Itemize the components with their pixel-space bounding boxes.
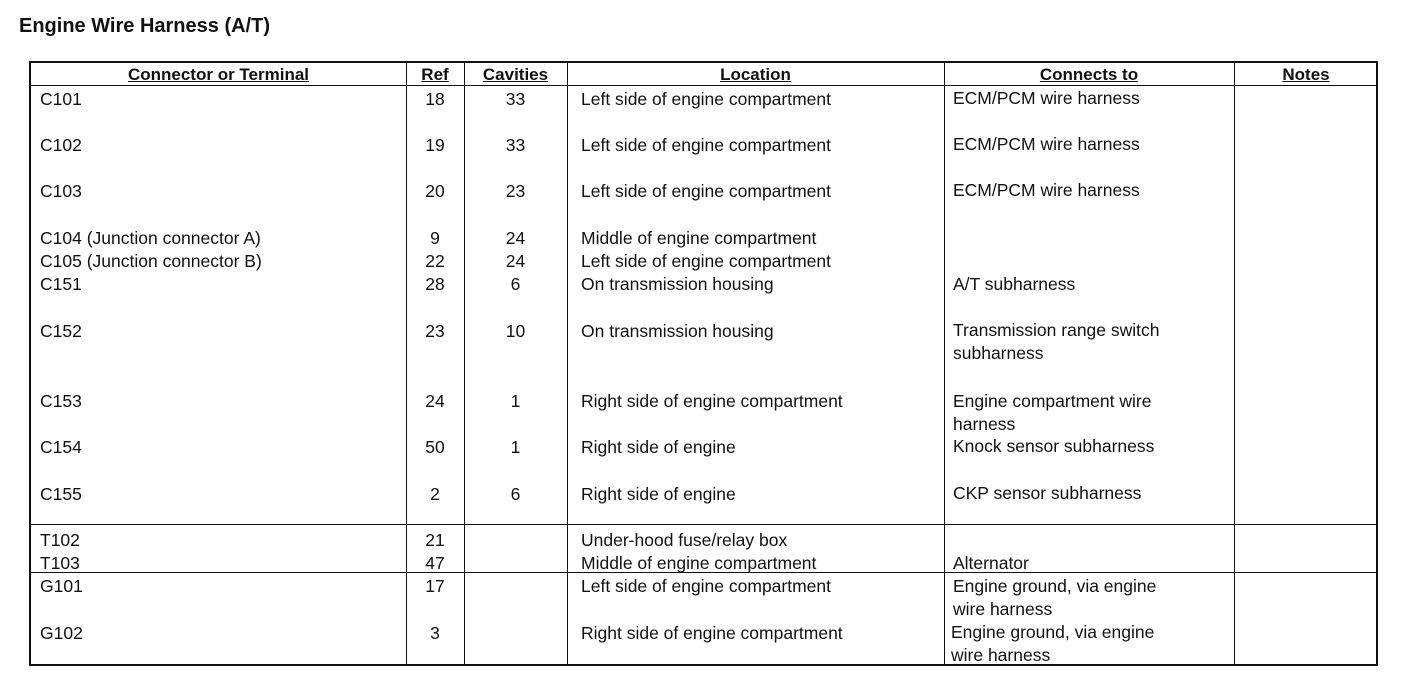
column-divider: [944, 63, 945, 664]
location-cell: Left side of engine compartment: [581, 89, 832, 109]
cavities-cell: 24: [505, 228, 526, 248]
connector-cell: C102: [40, 135, 82, 155]
connects-to-cell: CKP sensor subharness: [953, 483, 1142, 503]
location-cell: Left side of engine compartment: [581, 181, 832, 201]
ref-cell: 23: [425, 321, 445, 341]
cavities-cell: 24: [505, 251, 526, 271]
connects-to-cell: Engine ground, via engine: [951, 622, 1155, 642]
location-cell: On transmission housing: [581, 274, 774, 294]
header-ref: Ref: [421, 65, 449, 84]
location-cell: Left side of engine compartment: [581, 251, 832, 271]
connector-cell: C101: [40, 89, 82, 109]
connects-to-cell: Transmission range switch: [953, 320, 1160, 340]
ref-cell: 19: [425, 135, 445, 155]
connector-cell: C153: [40, 391, 82, 411]
connector-cell: C154: [40, 437, 82, 457]
ref-cell: 28: [425, 274, 445, 294]
location-cell: Right side of engine: [581, 437, 736, 457]
ref-cell: 22: [425, 251, 445, 271]
connects-to-cell: A/T subharness: [953, 274, 1076, 294]
cavities-cell: 10: [505, 321, 526, 341]
location-cell: Right side of engine: [581, 484, 736, 504]
cavities-cell: 33: [505, 89, 526, 109]
ref-cell: 47: [425, 553, 445, 573]
ref-cell: 50: [425, 437, 445, 457]
connector-table: [29, 61, 1378, 666]
cavities-cell: 6: [510, 484, 521, 504]
connects-to-cell: ECM/PCM wire harness: [953, 180, 1140, 200]
connects-to-cell-cont: subharness: [953, 343, 1044, 363]
location-cell: Middle of engine compartment: [581, 553, 817, 573]
location-cell: Right side of engine compartment: [581, 623, 843, 643]
connects-to-cell-cont: wire harness: [951, 645, 1051, 665]
ref-cell: 24: [425, 391, 445, 411]
ref-cell: 18: [425, 89, 445, 109]
header-connects-to: Connects to: [1039, 65, 1139, 84]
column-divider: [1234, 63, 1235, 664]
header-cavities: Cavities: [482, 65, 549, 84]
connector-cell: C155: [40, 484, 82, 504]
connector-cell: C104 (Junction connector A): [40, 228, 261, 248]
location-cell: On transmission housing: [581, 321, 774, 341]
header-location: Location: [720, 65, 791, 84]
connector-cell: G101: [40, 576, 83, 596]
cavities-cell: 1: [510, 391, 521, 411]
connects-to-cell-cont: wire harness: [953, 599, 1053, 619]
page-title: Engine Wire Harness (A/T): [19, 15, 270, 37]
ref-cell: 2: [430, 484, 440, 504]
connects-to-cell: Engine compartment wire: [953, 391, 1152, 411]
column-divider: [567, 63, 568, 664]
ref-cell: 3: [430, 623, 440, 643]
ref-cell: 17: [425, 576, 445, 596]
location-cell: Right side of engine compartment: [581, 391, 843, 411]
connector-cell: G102: [40, 623, 83, 643]
cavities-cell: 1: [510, 437, 521, 457]
header-connector: Connector or Terminal: [127, 65, 310, 84]
connects-to-cell: Knock sensor subharness: [953, 436, 1155, 456]
header-notes: Notes: [1282, 65, 1330, 84]
location-cell: Left side of engine compartment: [581, 576, 832, 596]
connector-cell: C151: [40, 274, 82, 294]
ref-cell: 9: [430, 228, 440, 248]
ref-cell: 21: [425, 530, 445, 550]
cavities-cell: 33: [505, 135, 526, 155]
connects-to-cell-cont: harness: [953, 414, 1016, 434]
connector-cell: C152: [40, 321, 82, 341]
connector-cell: C105 (Junction connector B): [40, 251, 262, 271]
location-cell: Left side of engine compartment: [581, 135, 832, 155]
connects-to-cell: ECM/PCM wire harness: [953, 134, 1140, 154]
ref-cell: 20: [425, 181, 445, 201]
location-cell: Middle of engine compartment: [581, 228, 817, 248]
connects-to-cell: Engine ground, via engine: [953, 576, 1157, 596]
connector-cell: T102: [40, 530, 80, 550]
connector-cell: T103: [40, 553, 80, 573]
cavities-cell: 6: [510, 274, 521, 294]
group-divider: [31, 524, 1376, 525]
location-cell: Under-hood fuse/relay box: [581, 530, 788, 550]
connects-to-cell: ECM/PCM wire harness: [953, 88, 1140, 108]
cavities-cell: 23: [505, 181, 526, 201]
connects-to-cell: Alternator: [953, 553, 1029, 573]
connector-cell: C103: [40, 181, 82, 201]
